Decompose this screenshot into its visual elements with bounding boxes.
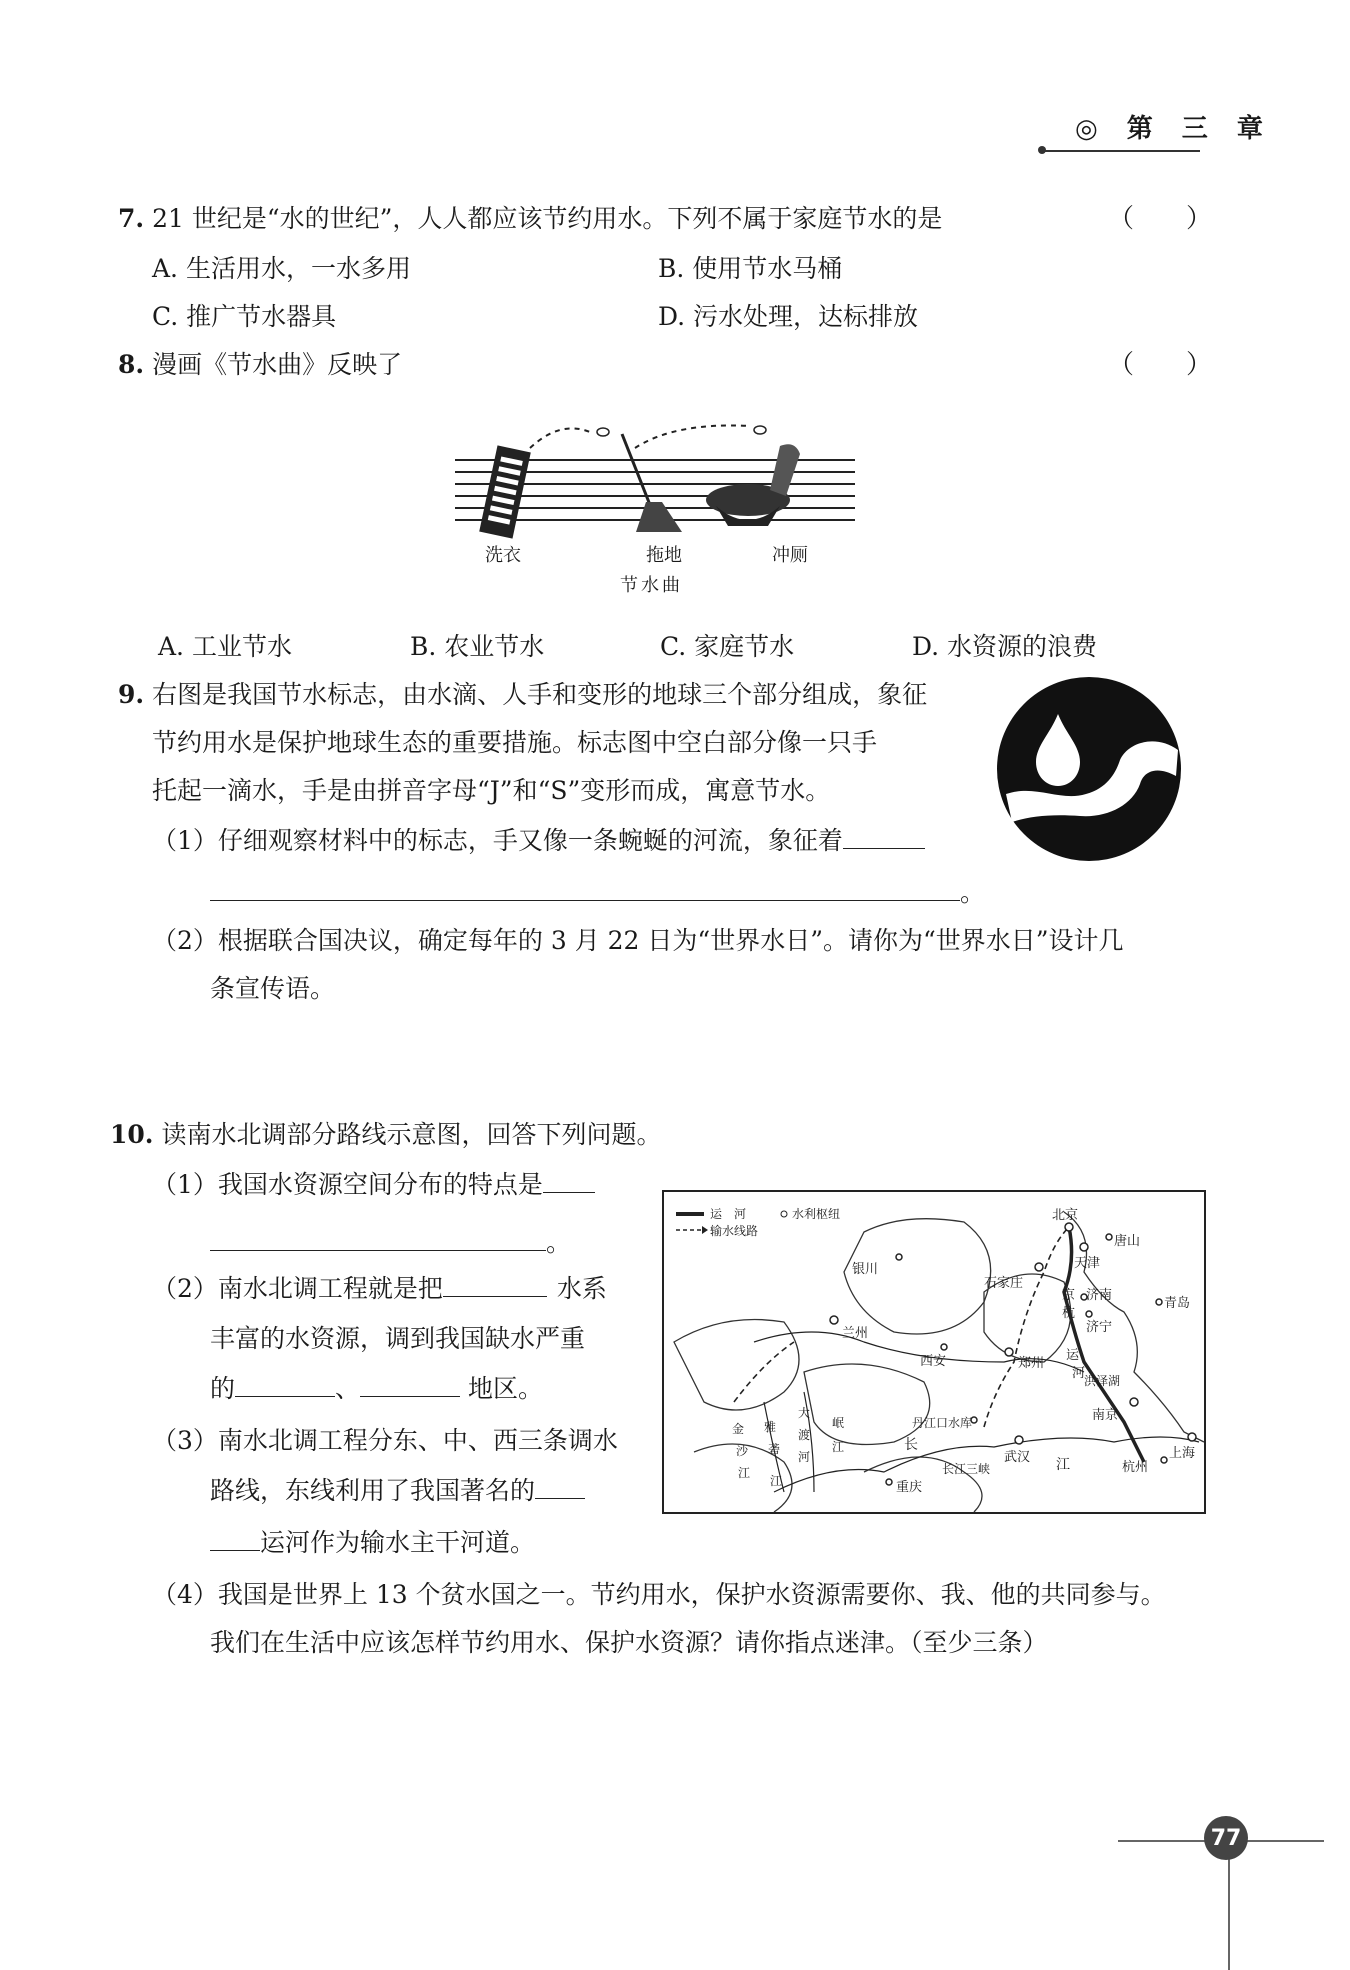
q10-sub2-line-1 [152, 1272, 607, 1306]
map-city-tianjin: 天津 [1074, 1256, 1101, 1271]
q9-sub1-end: 。 [960, 878, 986, 907]
map-city-jinan: 济南 [1086, 1288, 1113, 1303]
q7-option-b: B. 使用节水马桶 [658, 254, 843, 283]
q10-sub2-blank-c[interactable] [360, 1396, 460, 1397]
map-city-hangzhou: 杭州 [1122, 1460, 1149, 1475]
q9-number: 9. [118, 680, 145, 709]
q9-sub1-blank-a[interactable] [843, 848, 925, 849]
map-label-three-gorges: 长江三峡 [942, 1462, 991, 1476]
map-label-jinsha-3: 江 [738, 1466, 751, 1480]
q9-sub1-blank-b[interactable] [210, 900, 960, 901]
q10-sub4-line-1: （4）我国是世界上 13 个贫水国之一。节约用水，保护水资源需要你、我、他的共同参与。 [152, 1580, 1166, 1609]
q10-sub1-blank-b[interactable] [210, 1250, 546, 1251]
q10-sub1-blank-a[interactable] [543, 1192, 595, 1193]
map-legend-route: 输水线路 [710, 1224, 759, 1238]
q10-sub2-a: （2）南水北调工程就是把 [152, 1274, 443, 1303]
map-label-min-1: 岷 [832, 1416, 845, 1430]
map-label-yalong-2: 砻 [768, 1442, 781, 1456]
q7-stem-text: 21 世纪是“水的世纪”，人人都应该节约用水。下列不属于家庭节水的是 [152, 204, 943, 233]
map-label-min-2: 江 [832, 1440, 845, 1454]
q8-option-b: B. 农业节水 [410, 632, 545, 661]
map-city-yinchuan: 银川 [852, 1262, 879, 1277]
q10-sub2-line-2: 丰富的水资源，调到我国缺水严重 [210, 1324, 586, 1353]
q7-option-a: A. 生活用水，一水多用 [152, 254, 411, 283]
q7-answer-paren: （ ） [1108, 204, 1213, 234]
cartoon-label-wash: 洗衣 [485, 545, 521, 566]
page-number: 77 [1204, 1816, 1248, 1860]
q10-sub3-blank-b[interactable] [210, 1550, 260, 1551]
cartoon-label-flush: 冲厕 [772, 545, 808, 566]
q10-sub1-text: （1）我国水资源空间分布的特点是 [152, 1170, 543, 1199]
map-legend-canal: 运 河 [710, 1207, 747, 1221]
q8-option-a: A. 工业节水 [158, 632, 292, 661]
q10-stem-text: 读南水北调部分路线示意图，回答下列问题。 [161, 1120, 662, 1149]
map-legend-hub: 水利枢纽 [792, 1207, 841, 1221]
map-label-yalong-1: 雅 [764, 1420, 777, 1434]
map-city-zhengzhou: 郑州 [1018, 1356, 1045, 1371]
map-label-dadu-2: 渡 [798, 1428, 811, 1442]
q10-sub3-line-2 [210, 1474, 585, 1508]
header-rule [1040, 150, 1200, 152]
south-north-water-map [662, 1190, 1206, 1514]
q10-number: 10. [110, 1120, 154, 1149]
map-city-shanghai: 上海 [1169, 1446, 1196, 1461]
q8-stem [118, 348, 402, 382]
map-city-nanjing: 南京 [1092, 1408, 1119, 1423]
map-label-yalong-3: 江 [770, 1474, 783, 1488]
q10-sub2-f: 地区。 [468, 1374, 544, 1403]
q10-sub2-d: 的 [210, 1374, 236, 1403]
map-label-canal-2: 杭 [1062, 1306, 1076, 1321]
q9-sub1-text: （1）仔细观察材料中的标志，手又像一条蜿蜒的河流，象征着 [152, 826, 843, 855]
cartoon-caption: 节水曲 [620, 575, 683, 596]
q9-line-2: 节约用水是保护地球生态的重要措施。标志图中空白部分像一只手 [152, 728, 878, 757]
q7-stem [118, 202, 942, 236]
chapter-header: ◎ 第 三 章 [1075, 114, 1273, 144]
q8-option-c: C. 家庭节水 [660, 632, 795, 661]
q10-sub2-e: 、 [335, 1374, 361, 1403]
q10-sub3-line-1: （3）南水北调工程分东、中、西三条调水 [152, 1426, 618, 1455]
q7-number: 7. [118, 204, 145, 233]
q7-option-c: C. 推广节水器具 [152, 302, 337, 331]
map-label-canal-1: 京 [1062, 1288, 1076, 1303]
q9-line-3: 托起一滴水，手是由拼音字母“J”和“S”变形而成，寓意节水。 [152, 776, 831, 805]
map-label-canal-3: 运 [1066, 1348, 1080, 1363]
map-label-dadu-1: 大 [798, 1406, 811, 1420]
q10-sub2-blank-b[interactable] [235, 1396, 335, 1397]
map-label-jinsha-2: 沙 [736, 1444, 749, 1458]
q10-sub4-line-2: 我们在生活中应该怎样节约用水、保护水资源？请你指点迷津。（至少三条） [210, 1628, 1048, 1657]
q10-sub1-cont [210, 1226, 571, 1260]
map-city-xian: 西安 [920, 1354, 947, 1369]
map-label-canal-4: 河 [1072, 1366, 1086, 1381]
map-city-jining: 济宁 [1086, 1320, 1113, 1335]
map-city-tangshan: 唐山 [1114, 1234, 1141, 1249]
q10-sub3-c: 运河作为输水主干河道。 [260, 1528, 536, 1557]
toilet-icon [706, 444, 800, 526]
map-label-changjiang-2: 江 [1056, 1457, 1070, 1473]
q8-option-d: D. 水资源的浪费 [912, 632, 1098, 661]
map-city-chongqing: 重庆 [896, 1480, 923, 1495]
q10-sub2-b: 水系 [556, 1274, 607, 1303]
map-label-jinsha-1: 金 [732, 1422, 745, 1436]
map-label-hongze: 洪泽湖 [1084, 1374, 1121, 1388]
cartoon-label-mop: 拖地 [646, 545, 682, 566]
map-city-wuhan: 武汉 [1004, 1450, 1031, 1465]
map-city-beijing: 北京 [1052, 1208, 1079, 1223]
q10-sub2-blank-a[interactable] [443, 1296, 547, 1297]
header-dot [1038, 146, 1046, 154]
q10-sub3-blank-a[interactable] [535, 1498, 585, 1499]
q9-text-1: 右图是我国节水标志，由水滴、人手和变形的地球三个部分组成，象征 [152, 680, 928, 709]
water-saving-logo [996, 676, 1182, 862]
q9-sub1 [152, 824, 925, 858]
q10-sub2-line-3 [210, 1372, 543, 1406]
q8-stem-text: 漫画《节水曲》反映了 [152, 350, 403, 379]
map-label-dadu-3: 河 [798, 1450, 811, 1464]
q10-sub1-end: 。 [546, 1228, 572, 1257]
water-saving-cartoon [450, 410, 860, 540]
q7-option-d: D. 污水处理，达标排放 [658, 302, 919, 331]
q8-answer-paren: （ ） [1108, 350, 1213, 380]
q10-stem [110, 1118, 661, 1152]
q9-sub1-cont [210, 876, 985, 910]
map-city-shijiazhuang: 石家庄 [984, 1276, 1024, 1291]
map-city-lanzhou: 兰州 [842, 1326, 869, 1341]
q10-sub3-line-3 [210, 1526, 535, 1560]
map-label-danjiangkou: 丹江口水库 [912, 1416, 973, 1430]
q10-sub3-b: 路线，东线利用了我国著名的 [210, 1476, 536, 1505]
q9-sub2-line-2: 条宣传语。 [210, 974, 336, 1003]
q10-sub1 [152, 1168, 595, 1202]
map-city-qingdao: 青岛 [1164, 1296, 1191, 1311]
q9-sub2-line-1: （2）根据联合国决议，确定每年的 3 月 22 日为“世界水日”。请你为“世界水日”设计几 [152, 926, 1124, 955]
q8-number: 8. [118, 350, 145, 379]
map-label-changjiang-1: 长 [904, 1437, 918, 1453]
q9-line-1 [118, 678, 927, 712]
